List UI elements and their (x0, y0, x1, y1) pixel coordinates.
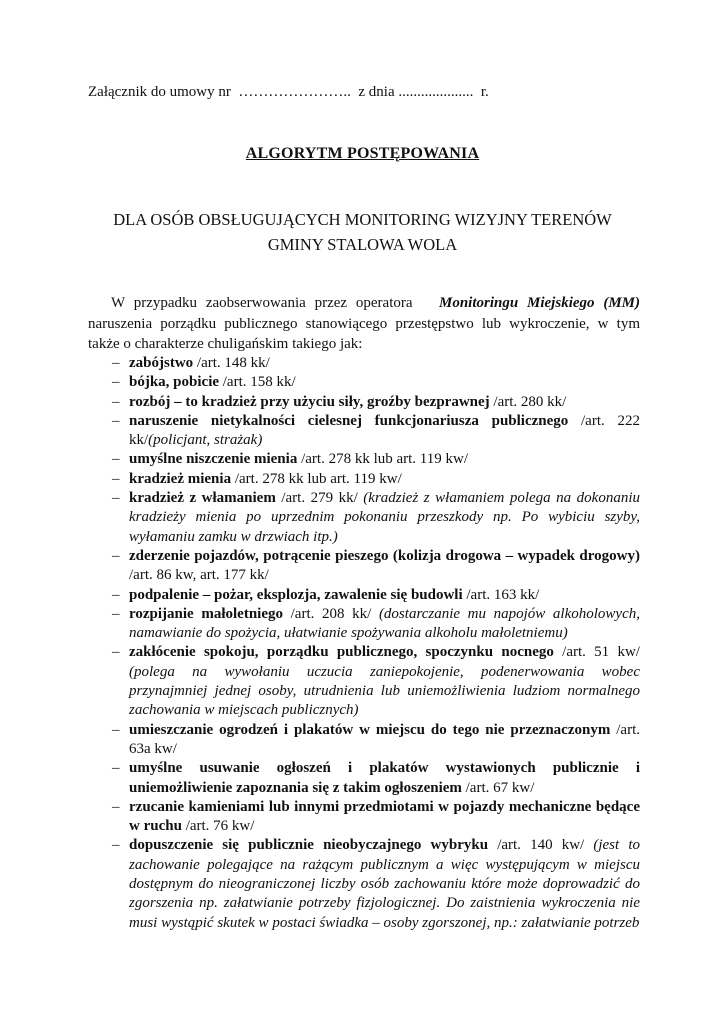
list-dash: – (112, 586, 120, 603)
offense-name: podpalenie – pożar, eksplozja, zawalenie się budowli (129, 586, 463, 603)
list-item (88, 721, 640, 760)
legal-reference: /art. 278 kk lub art. 119 kw/ (231, 470, 402, 487)
legal-reference: /art. 163 kk/ (462, 586, 540, 603)
offense-explanation: (dostarczanie mu napojów alkoholowych, namawianie do spożycia, ułatwianie spożywania alkoholu małoletniemu) (129, 605, 640, 642)
subtitle-line-1: DLA OSÓB OBSŁUGUJĄCYCH MONITORING WIZYJNY TERENÓW (113, 210, 612, 229)
offense-name: zakłócenie spokoju, porządku publicznego, spoczynku nocnego (129, 644, 554, 661)
list-item (88, 605, 640, 644)
offense-name: naruszenie nietykalności cielesnej funkcjonariusza publicznego (129, 412, 569, 429)
offense-name: kradzież mienia (129, 470, 232, 487)
attachment-header: Załącznik do umowy nr ………………….. z dnia .................... r. (88, 84, 489, 100)
offense-name: umyślne usuwanie ogłoszeń i plakatów wystawionych publicznie i uniemożliwienie zapoznania się z takim ogłoszeniem (129, 760, 640, 796)
offense-name: bójka, pobicie (129, 374, 220, 391)
list-item (88, 586, 640, 605)
offense-name: rzucanie kamieniami lub innymi przedmiotami w pojazdy mechaniczne będące w ruchu (129, 798, 640, 835)
offense-name: rozpijanie małoletniego (129, 605, 283, 622)
list-dash: – (112, 451, 120, 468)
legal-reference: /art. 280 kk/ (489, 393, 567, 410)
list-item (88, 412, 640, 451)
offense-name: kradzież z włamaniem (129, 490, 276, 507)
list-item (88, 759, 640, 798)
offense-name: umieszczanie ogrodzeń i plakatów w miejscu do tego nie przeznaczonym (129, 721, 611, 738)
list-item (88, 354, 640, 373)
legal-reference: /art. 86 kw, art. 177 kk/ (129, 567, 269, 584)
list-dash: – (112, 721, 120, 738)
list-dash: – (112, 490, 120, 507)
document-title: ALGORYTM POSTĘPOWANIA (245, 145, 480, 162)
list-dash: – (112, 760, 120, 777)
legal-reference: /art. 279 kk/ (275, 490, 364, 507)
legal-reference: /art. 158 kk/ (219, 374, 296, 391)
legal-reference: /art. 208 kk/ (283, 605, 379, 622)
list-item (88, 470, 640, 489)
document-subtitle (60, 207, 665, 257)
list-dash: – (112, 374, 120, 391)
offense-name: umyślne niszczenie mienia (129, 451, 298, 468)
list-item (88, 450, 640, 469)
offense-explanation: (kradzież z włamaniem polega na dokonaniu kradzieży mienia po uprzednim pokonaniu przeszkody np. Po wybiciu szyby, wyłamaniu zamku w drzwiach itp.) (129, 490, 641, 545)
list-dash: – (112, 470, 120, 487)
legal-reference: /art. 140 kw/ (488, 837, 594, 854)
legal-reference: /art. 76 kw/ (181, 818, 255, 835)
list-dash: – (112, 393, 120, 410)
intro-text-end: naruszenia porządku publicznego stanowiącego przestępstwo lub wykroczenie, w tym także o charakterze chuligańskim takiego jak: (88, 315, 640, 352)
list-item (88, 393, 640, 412)
list-dash: – (112, 605, 120, 622)
list-dash: – (112, 644, 120, 661)
list-item (88, 489, 640, 547)
offense-explanation: (policjant, strażak) (148, 432, 263, 449)
list-dash: – (112, 412, 120, 429)
legal-reference: /art. 278 kk lub art. 119 kw/ (297, 451, 468, 468)
list-item (88, 836, 640, 932)
legal-reference: /art. 63a kw/ (129, 721, 640, 757)
intro-emphasis: Monitoringu Miejskiego (MM) (439, 295, 641, 311)
list-dash: – (112, 355, 120, 371)
list-dash: – (112, 547, 120, 564)
legal-reference: /art. 67 kw/ (461, 779, 535, 796)
list-dash: – (112, 837, 120, 854)
intro-text-start: W przypadku zaobserwowania przez operatora (111, 295, 413, 311)
list-item (88, 373, 640, 392)
offense-name: zderzenie pojazdów, potrącenie pieszego (kolizja drogowa – wypadek drogowy) (129, 547, 640, 564)
legal-reference: /art. 51 kw/ (553, 644, 640, 661)
offense-name: rozbój – to kradzież przy użyciu siły, groźby bezprawnej (129, 393, 490, 410)
offense-list (88, 354, 640, 933)
list-item (88, 798, 640, 837)
list-dash: – (112, 798, 120, 815)
legal-reference: /art. 148 kk/ (193, 355, 270, 371)
list-item (88, 547, 640, 586)
offense-name: zabójstwo (129, 355, 194, 371)
offense-explanation: (jest to zachowanie polegające na rażącym publicznym a więc występującym w miejscu dostępnym do nieograniczonej liczby osób zachowaniu które może doprowadzić do zgorszenia np. załatwianie potrzeby fizjologicznej. Do zaistnienia wykroczenia nie musi wystąpić skutek w postaci świadka – osoby zgorszonej, np.: załatwianie potrzeb (129, 837, 640, 931)
legal-reference: /art. 222 kk/ (129, 412, 640, 449)
offense-explanation: (polega na wywołaniu uczucia zaniepokojenie, podenerwowania wobec przynajmniej jednej osoby, utrudnienia lub uniemożliwienia ludziom normalnego zachowania w miejscach publicznych) (129, 663, 640, 719)
offense-name: dopuszczenie się publicznie nieobyczajnego wybryku (129, 837, 489, 854)
subtitle-line-2: GMINY STALOWA WOLA (267, 235, 458, 254)
list-item (88, 643, 640, 720)
intro-paragraph (88, 293, 640, 355)
